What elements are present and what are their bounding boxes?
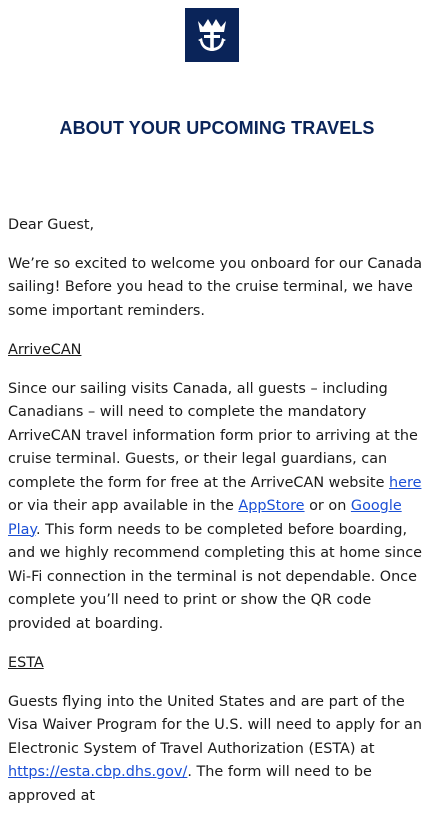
appstore-link[interactable]: AppStore bbox=[238, 498, 305, 514]
arrivecan-text-4: . This form needs to be completed before boarding, and we highly recommend completing this at home since Wi-Fi connection in the terminal is not dependable. Once complete you’ll need to print or show the QR code provided at boarding. bbox=[8, 521, 423, 632]
esta-text-1: Guests flying into the United States and are part of the Visa Waiver Program for the U.S. will need to apply for an Electronic System of Travel Authorization (ESTA) at bbox=[8, 693, 423, 757]
crown-anchor-icon bbox=[192, 15, 232, 55]
arrivecan-text-3: or on bbox=[304, 498, 351, 514]
email-body bbox=[8, 214, 428, 824]
arrivecan-text-2: or via their app available in the bbox=[8, 498, 239, 514]
arrivecan-heading: ArriveCAN bbox=[8, 342, 82, 358]
brand-logo[interactable] bbox=[185, 8, 239, 62]
google-play-link[interactable]: Google Play bbox=[8, 498, 402, 538]
esta-text-2: . The form will need to be approved at bbox=[8, 764, 372, 804]
arrivecan-here-link[interactable]: here bbox=[389, 474, 422, 491]
arrivecan-paragraph bbox=[8, 378, 428, 637]
intro-paragraph: We’re so excited to welcome you onboard for our Canada sailing! Before you head to the cruise terminal, we have some important reminders. bbox=[8, 255, 423, 319]
esta-paragraph bbox=[8, 691, 428, 809]
esta-website-link[interactable]: https://esta.cbp.dhs.gov/ bbox=[8, 764, 188, 780]
esta-heading: ESTA bbox=[8, 655, 44, 671]
arrivecan-text-1: Since our sailing visits Canada, all guests – including Canadians – will need to complete the mandatory ArriveCAN travel information form prior to arriving at the cruise terminal. Guests, or their legal guardians, can complete the form for free at the ArriveCAN website bbox=[8, 380, 418, 491]
greeting: Dear Guest, bbox=[8, 217, 95, 233]
email-headline: ABOUT YOUR UPCOMING TRAVELS bbox=[59, 118, 375, 138]
